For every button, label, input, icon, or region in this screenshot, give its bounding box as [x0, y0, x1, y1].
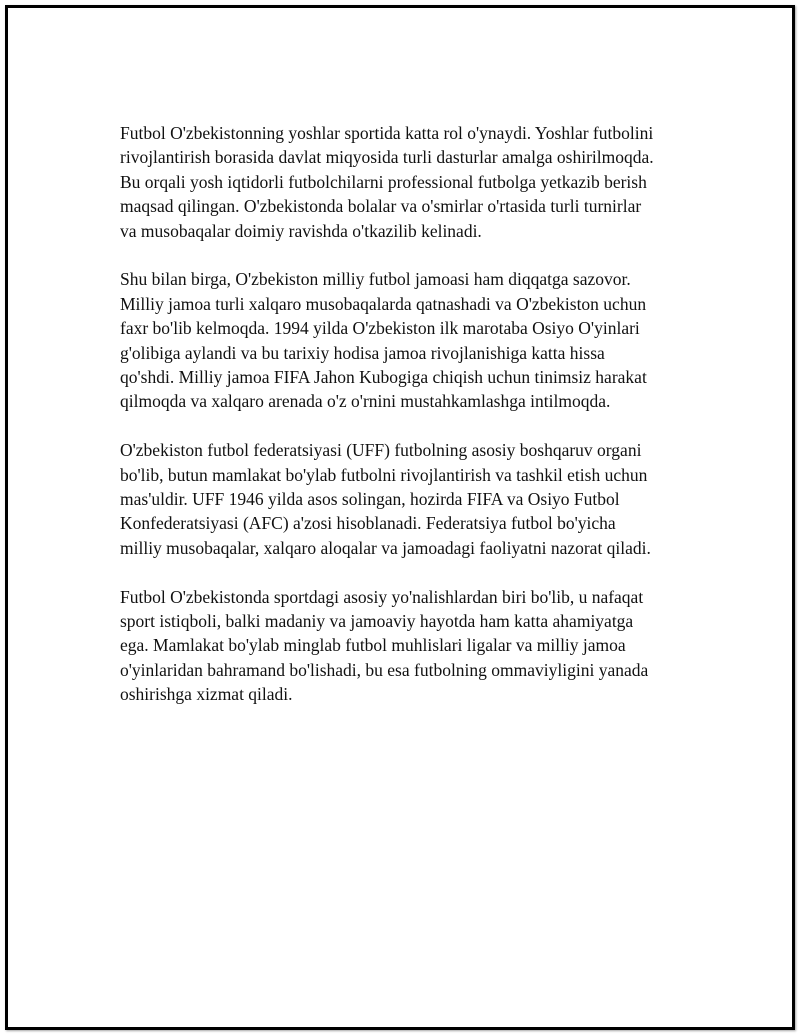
paragraph-4: Futbol O'zbekistonda sportdagi asosiy yo'nalishlardan biri bo'lib, u nafaqat sport istiqboli, balki madaniy va jamoaviy hayotda ham katta ahamiyatga ega. Mamlakat bo'ylab minglab futbol muhlislari ligalar va milliy jamoa o'yinlaridan bahramand bo'lishadi, bu esa futbolning ommaviyligini yanada oshirishga xizmat qiladi.	[120, 586, 649, 705]
document-page	[5, 5, 795, 1030]
paragraph-3: O'zbekiston futbol federatsiyasi (UFF) futbolning asosiy boshqaruv organi bo'lib, butun mamlakat bo'ylab futbolni rivojlantirish va tashkil etish uchun mas'uldir. UFF 1946 yilda asos solingan, hozirda FIFA va Osiyo Futbol Konfederatsiyasi (AFC) a'zosi hisoblanadi. Federatsiya futbol bo'yicha milliy musobaqalar, xalqaro aloqalar va jamoadagi faoliyatni nazorat qiladi.	[120, 440, 651, 558]
document-body	[120, 121, 700, 731]
paragraph-2: Shu bilan birga, O'zbekiston milliy futbol jamoasi ham diqqatga sazovor. Milliy jamoa turli xalqaro musobaqalarda qatnashadi va O'zbekiston uchun faxr bo'lib kelmoqda. 1994 yilda O'zbekiston ilk marotaba Osiyo O'yinlari g'olibiga aylandi va bu tarixiy hodisa jamoa rivojlanishiga katta hissa qo'shdi. Milliy jamoa FIFA Jahon Kubogiga chiqish uchun tinimsiz harakat qilmoqda va xalqaro arenada o'z o'rnini mustahkamlashga intilmoqda.	[120, 269, 647, 412]
paragraph-1: Futbol O'zbekistonning yoshlar sportida katta rol o'ynaydi. Yoshlar futbolini rivojlantirish borasida davlat miqyosida turli dasturlar amalga oshirilmoqda. Bu orqali yosh iqtidorli futbolchilarni professional futbolga yetkazib berish maqsad qilingan. O'zbekistonda bolalar va o'smirlar o'rtasida turli turnirlar va musobaqalar doimiy ravishda o'tkazilib kelinadi.	[120, 123, 654, 241]
